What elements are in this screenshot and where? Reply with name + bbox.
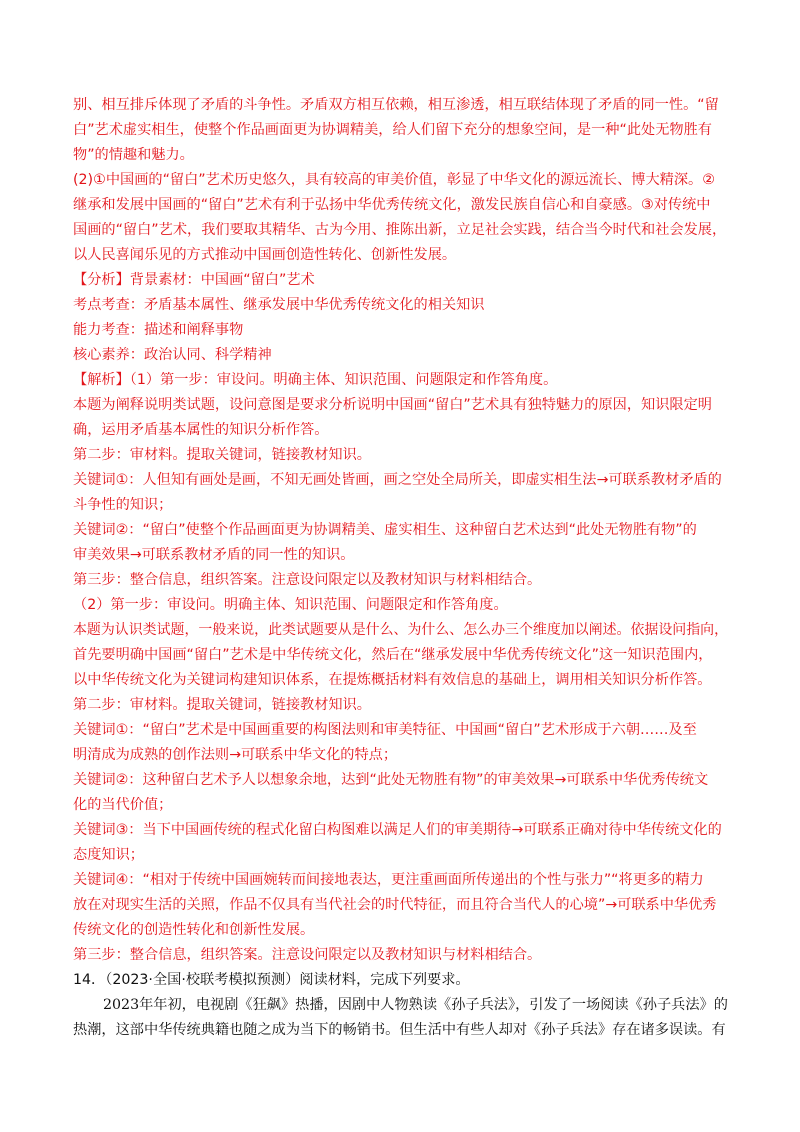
- explanation-line: 放在对现实生活的关照，作品不仅具有当代社会的时代特征，而且符合当代人的心境”→可联系中华优秀: [73, 897, 717, 913]
- explanation-line: 本题为阐释说明类试题，设问意图是要求分析说明中国画“留白”艺术具有独特魅力的原因，知识限定明: [73, 397, 712, 413]
- explanation-line: 关键词②：这种留白艺术予人以想象余地，达到“此处无物胜有物”的审美效果→可联系中华优秀传统文: [73, 772, 709, 788]
- explanation-line: 确，运用矛盾基本属性的知识分析作答。: [73, 422, 329, 438]
- explanation-line: 明清成为成熟的创作法则→可联系中华文化的特点；: [73, 747, 398, 763]
- analysis-line: 核心素养：政治认同、科学精神: [73, 347, 272, 363]
- question-material-line: 热潮，这部中华传统典籍也随之成为当下的畅销书。但生活中有些人却对《孙子兵法》存在诸多误读。有: [73, 1022, 726, 1038]
- explanation-line: 关键词④：“相对于传统中国画婉转而间接地表达，更注重画面所传递出的个性与张力”“将更多的精力: [73, 872, 704, 888]
- explanation-line: 以中华传统文化为关键词构建知识体系，在提炼概括材料有效信息的基础上，调用相关知识分析作答。: [73, 672, 712, 688]
- explanation-line: 态度知识；: [73, 847, 144, 863]
- explanation-line: 化的当代价值；: [73, 797, 173, 813]
- explanation-line: 首先要明确中国画“留白”艺术是中华传统文化，然后在“继承发展中华优秀传统文化”这一知识范围内，: [73, 647, 713, 663]
- explanation-line: 关键词②：“留白”使整个作品画面更为协调精美、虚实相生、这种留白艺术达到“此处无物胜有物”的: [73, 522, 697, 538]
- answer-line: 物”的情趣和魅力。: [73, 147, 194, 163]
- explanation-line: 审美效果→可联系教材矛盾的同一性的知识。: [73, 547, 355, 563]
- explanation-line: （2）第一步：审设问。明确主体、知识范围、问题限定和作答角度。: [73, 597, 508, 613]
- answer-line: 继承和发展中国画的“留白”艺术有利于弘扬中华优秀传统文化，激发民族自信心和自豪感。③对传统中: [73, 197, 711, 213]
- question-material-line: 2023年年初，电视剧《狂飙》热播，因剧中人物熟读《孙子兵法》，引发了一场阅读《孙子兵法》的: [103, 997, 728, 1013]
- answer-line: 别、相互排斥体现了矛盾的斗争性。矛盾双方相互依赖，相互渗透，相互联结体现了矛盾的同一性。“留: [73, 97, 719, 113]
- question-header: 14．（2023·全国·校联考模拟预测）阅读材料，完成下列要求。: [73, 972, 470, 988]
- analysis-line: 能力考查：描述和阐释事物: [73, 322, 244, 338]
- explanation-line: 本题为认识类试题，一般来说，此类试题要从是什么、为什么、怎么办三个维度加以阐述。依据设问指向，: [73, 622, 729, 638]
- answer-line: (2)①中国画的“留白”艺术历史悠久，具有较高的审美价值，彰显了中华文化的源远流长、博大精深。②: [73, 172, 715, 188]
- explanation-line: 【解析】（1）第一步：审设问。明确主体、知识范围、问题限定和作答角度。: [73, 372, 558, 388]
- explanation-line: 第三步：整合信息，组织答案。注意设问限定以及教材知识与材料相结合。: [73, 572, 542, 588]
- explanation-line: 关键词①：“留白”艺术是中国画重要的构图法则和审美特征、中国画“留白”艺术形成于六朝……及至: [73, 722, 697, 738]
- explanation-line: 第二步：审材料。提取关键词，链接教材知识。: [73, 697, 371, 713]
- explanation-line: 斗争性的知识；: [73, 497, 173, 513]
- analysis-line: 【分析】背景素材：中国画“留白”艺术: [73, 272, 315, 288]
- explanation-line: 关键词③：当下中国画传统的程式化留白构图难以满足人们的审美期待→可联系正确对待中华传统文化的: [73, 822, 722, 838]
- answer-line: 以人民喜闻乐见的方式推动中国画创造性转化、创新性发展。: [73, 247, 457, 263]
- explanation-line: 第二步：审材料。提取关键词，链接教材知识。: [73, 447, 371, 463]
- explanation-line: 第三步：整合信息，组织答案。注意设问限定以及教材知识与材料相结合。: [73, 947, 542, 963]
- answer-line: 白”艺术虚实相生，使整个作品画面更为协调精美，给人们留下充分的想象空间，是一种“此处无物胜有: [73, 122, 712, 138]
- explanation-line: 关键词①：人但知有画处是画，不知无画处皆画，画之空处全局所关，即虚实相生法→可联系教材矛盾的: [73, 472, 722, 488]
- answer-line: 国画的“留白”艺术，我们要取其精华、古为今用、推陈出新，立足社会实践，结合当今时代和社会发展，: [73, 222, 727, 238]
- analysis-line: 考点考查：矛盾基本属性、继承发展中华优秀传统文化的相关知识: [73, 297, 485, 313]
- explanation-line: 传统文化的创造性转化和创新性发展。: [73, 922, 315, 938]
